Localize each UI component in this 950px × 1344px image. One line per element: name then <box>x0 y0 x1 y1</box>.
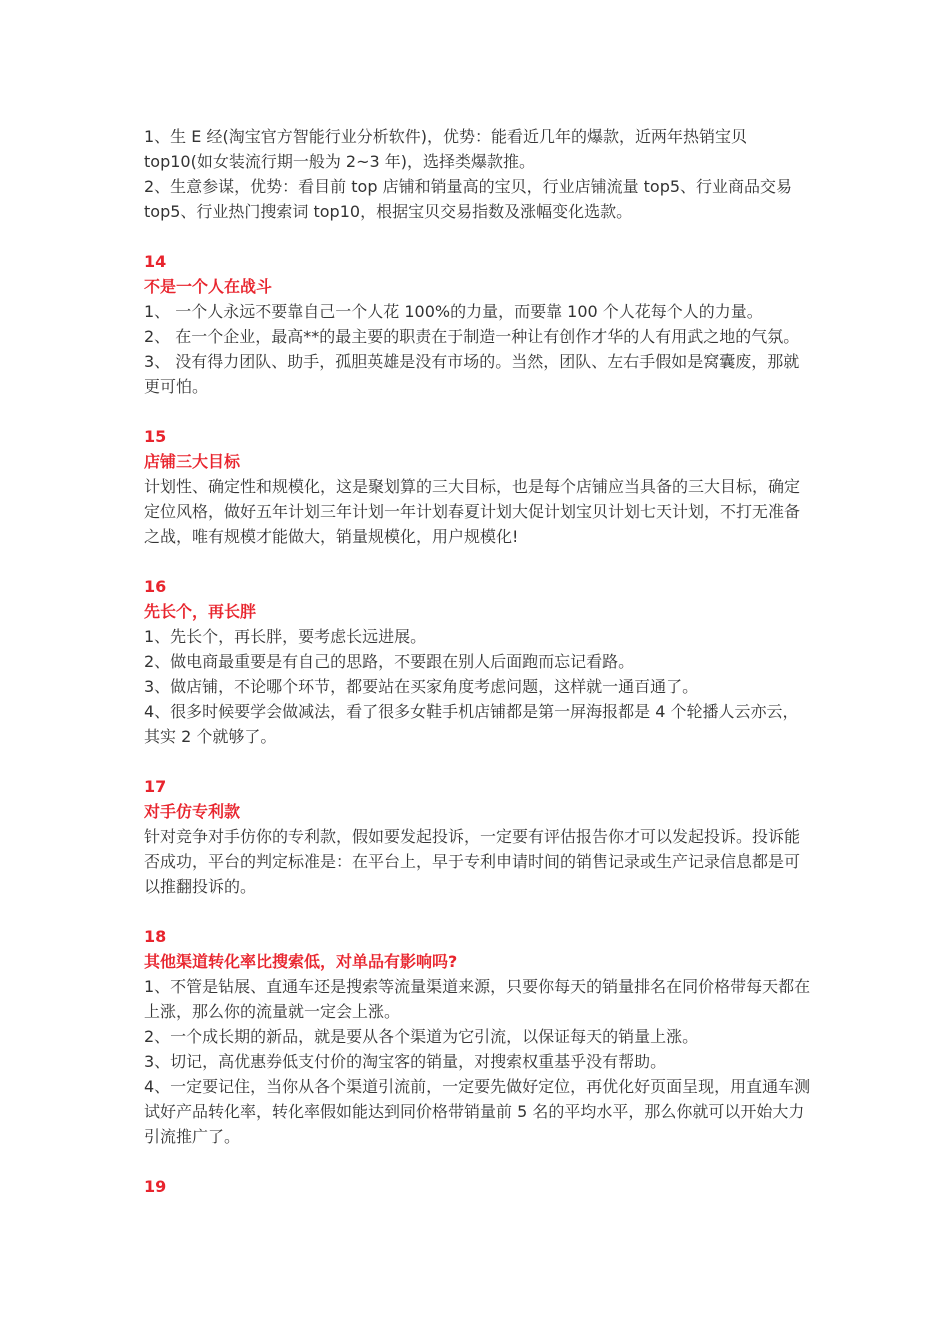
section-18 <box>144 924 812 1149</box>
section-paragraph: 2、做电商最重要是有自己的思路，不要跟在别人后面跑而忘记看路。 <box>144 652 635 671</box>
section-gap <box>144 549 812 574</box>
section-title: 先长个，再长胖 <box>144 602 257 621</box>
section-paragraph: 2、一个成长期的新品，就是要从各个渠道为它引流，以保证每天的销量上涨。 <box>144 1027 699 1046</box>
section-paragraph: 3、切记，高优惠券低支付价的淘宝客的销量，对搜索权重基乎没有帮助。 <box>144 1052 667 1071</box>
section-paragraph: 计划性、确定性和规模化，这是聚划算的三大目标，也是每个店铺应当具备的三大目标，确定定位风格，做好五年计划三年计划一年计划春夏计划大促计划宝贝计划七天计划，不打无准备之战，唯有规模才能做大，销量规模化，用户规模化! <box>144 477 801 546</box>
section-gap <box>144 899 812 924</box>
section-paragraph: 4、一定要记住，当你从各个渠道引流前，一定要先做好定位，再优化好页面呈现，用直通车测试好产品转化率，转化率假如能达到同价格带销量前 5 名的平均水平，那么你就可以开始大力引流推广了。 <box>144 1077 811 1146</box>
section-16 <box>144 574 812 749</box>
section-19 <box>144 1174 812 1199</box>
section-title: 其他渠道转化率比搜索低，对单品有影响吗? <box>144 952 458 971</box>
section-17 <box>144 774 812 899</box>
section-paragraph: 3、做店铺，不论哪个环节，都要站在买家角度考虑问题，这样就一通百通了。 <box>144 677 699 696</box>
section-title: 不是一个人在战斗 <box>144 277 273 296</box>
section-number: 19 <box>144 1177 167 1196</box>
section-paragraph: 1、 一个人永远不要靠自己一个人花 100%的力量，而要靠 100 个人花每个人的力量。 <box>144 302 763 321</box>
section-title: 店铺三大目标 <box>144 452 241 471</box>
section-number: 18 <box>144 927 167 946</box>
section-number: 15 <box>144 427 167 446</box>
section-gap <box>144 224 812 249</box>
section-paragraph: 1、不管是钻展、直通车还是搜索等流量渠道来源，只要你每天的销量排名在同价格带每天都在上涨，那么你的流量就一定会上涨。 <box>144 977 811 1021</box>
section-gap <box>144 399 812 424</box>
section-number: 16 <box>144 577 167 596</box>
section-paragraph: 针对竞争对手仿你的专利款，假如要发起投诉，一定要有评估报告你才可以发起投诉。投诉能否成功，平台的判定标准是：在平台上，早于专利申请时间的销售记录或生产记录信息都是可以推翻投诉的。 <box>144 827 801 896</box>
section-14 <box>144 249 812 399</box>
section-number: 17 <box>144 777 167 796</box>
section-gap <box>144 1149 812 1174</box>
intro-section <box>144 124 812 224</box>
intro-paragraph: 2、生意参谋，优势：看目前 top 店铺和销量高的宝贝，行业店铺流量 top5、行业商品交易 top5、行业热门搜索词 top10，根据宝贝交易指数及涨幅变化选款。 <box>144 177 793 221</box>
document-content <box>144 124 812 1199</box>
section-title: 对手仿专利款 <box>144 802 241 821</box>
section-paragraph: 1、先长个，再长胖，要考虑长远进展。 <box>144 627 427 646</box>
section-gap <box>144 749 812 774</box>
section-paragraph: 4、很多时候要学会做减法，看了很多女鞋手机店铺都是第一屏海报都是 4 个轮播人云亦云，其实 2 个就够了。 <box>144 702 799 746</box>
section-paragraph: 3、 没有得力团队、助手，孤胆英雄是没有市场的。当然，团队、左右手假如是窝囊废，那就更可怕。 <box>144 352 800 396</box>
section-number: 14 <box>144 252 167 271</box>
section-paragraph: 2、 在一个企业，最高**的最主要的职责在于制造一种让有创作才华的人有用武之地的气氛。 <box>144 327 800 346</box>
section-15 <box>144 424 812 549</box>
intro-paragraph: 1、生 E 经(淘宝官方智能行业分析软件)，优势：能看近几年的爆款，近两年热销宝贝top10(如女装流行期一般为 2~3 年)，选择类爆款推。 <box>144 127 747 171</box>
